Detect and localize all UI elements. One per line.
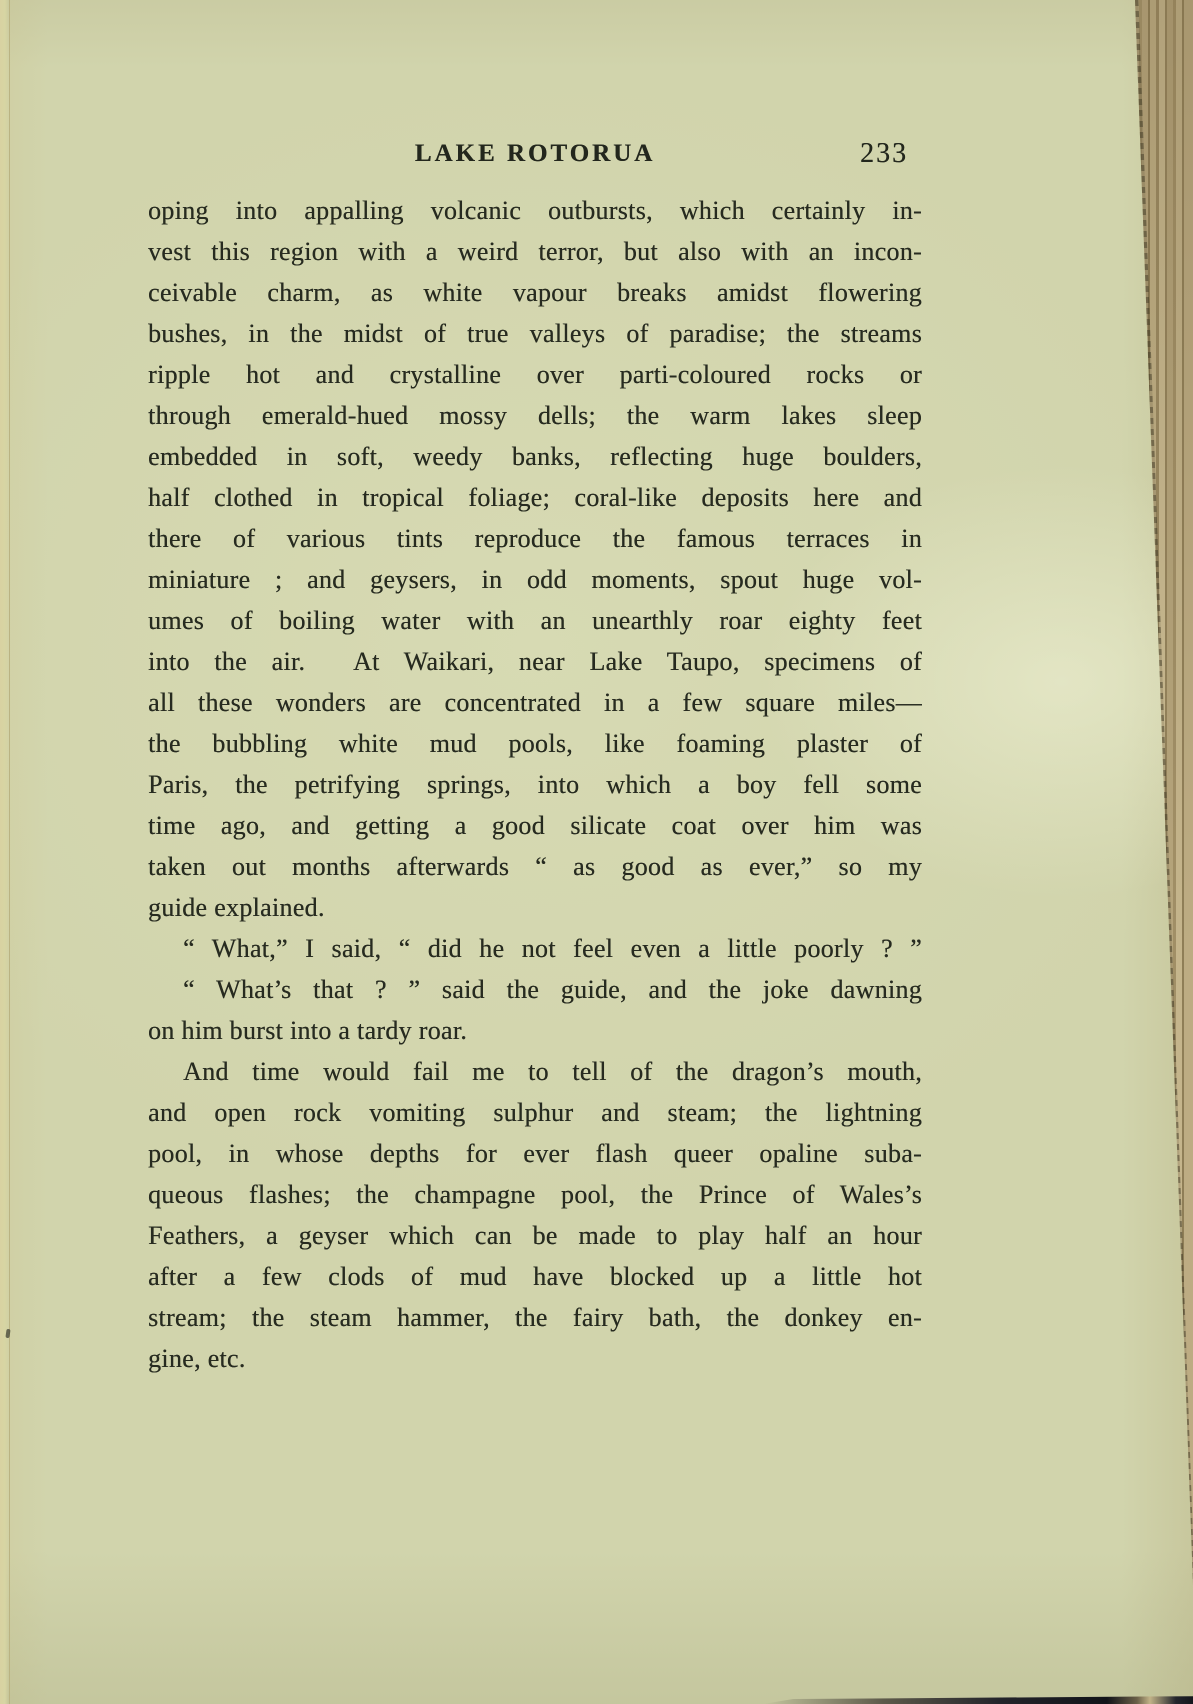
- body-line: taken out months afterwards “ as good as ever,” so my: [148, 852, 922, 881]
- body-line: Paris, the petrifying springs, into which a boy fell some: [148, 770, 922, 799]
- body-line: vest this region with a weird terror, but also with an incon-: [148, 237, 922, 266]
- body-line: guide explained.: [148, 893, 325, 922]
- body-line: into the air. At Waikari, near Lake Taupo, specimens of: [148, 647, 922, 676]
- body-line: “ What,” I said, “ did he not feel even a little poorly ? ”: [183, 934, 922, 963]
- body-line: the bubbling white mud pools, like foaming plaster of: [148, 729, 922, 758]
- body-line: time ago, and getting a good silicate coat over him was: [148, 811, 922, 840]
- body-line: And time would fail me to tell of the dragon’s mouth,: [183, 1057, 922, 1086]
- body-line: Feathers, a geyser which can be made to play half an hour: [148, 1221, 922, 1250]
- body-line: gine, etc.: [148, 1344, 246, 1373]
- body-line: after a few clods of mud have blocked up a little hot: [148, 1262, 922, 1291]
- page-header-row: [148, 140, 922, 174]
- body-line: stream; the steam hammer, the fairy bath, the donkey en-: [148, 1303, 922, 1332]
- body-line: all these wonders are concentrated in a few square miles—: [148, 688, 922, 717]
- page-left-fold-edge: [0, 0, 10, 1704]
- body-line: embedded in soft, weedy banks, reflecting huge boulders,: [148, 442, 922, 471]
- body-text-block: [148, 190, 922, 1379]
- running-head-title: LAKE ROTORUA: [414, 140, 656, 167]
- body-line: “ What’s that ? ” said the guide, and the joke dawning: [183, 975, 922, 1004]
- body-line: and open rock vomiting sulphur and steam; the lightning: [148, 1098, 922, 1127]
- body-line: oping into appalling volcanic outbursts, which certainly in-: [148, 196, 922, 225]
- body-line: half clothed in tropical foliage; coral-like deposits here and: [148, 483, 922, 512]
- body-line: on him burst into a tardy roar.: [148, 1016, 468, 1045]
- body-line: pool, in whose depths for ever flash queer opaline suba-: [148, 1139, 922, 1168]
- body-line: ceivable charm, as white vapour breaks amidst flowering: [148, 278, 922, 307]
- body-line: ripple hot and crystalline over parti-coloured rocks or: [148, 360, 922, 389]
- body-line: there of various tints reproduce the famous terraces in: [148, 524, 922, 553]
- bottom-page-shadow: [763, 1694, 1193, 1704]
- body-line: through emerald-hued mossy dells; the warm lakes sleep: [148, 401, 922, 430]
- body-line: miniature ; and geysers, in odd moments, spout huge vol-: [148, 565, 922, 594]
- page-number: 233: [860, 138, 908, 169]
- body-line: umes of boiling water with an unearthly roar eighty feet: [148, 606, 922, 635]
- body-line: bushes, in the midst of true valleys of paradise; the streams: [148, 319, 922, 348]
- body-line: queous flashes; the champagne pool, the Prince of Wales’s: [148, 1180, 922, 1209]
